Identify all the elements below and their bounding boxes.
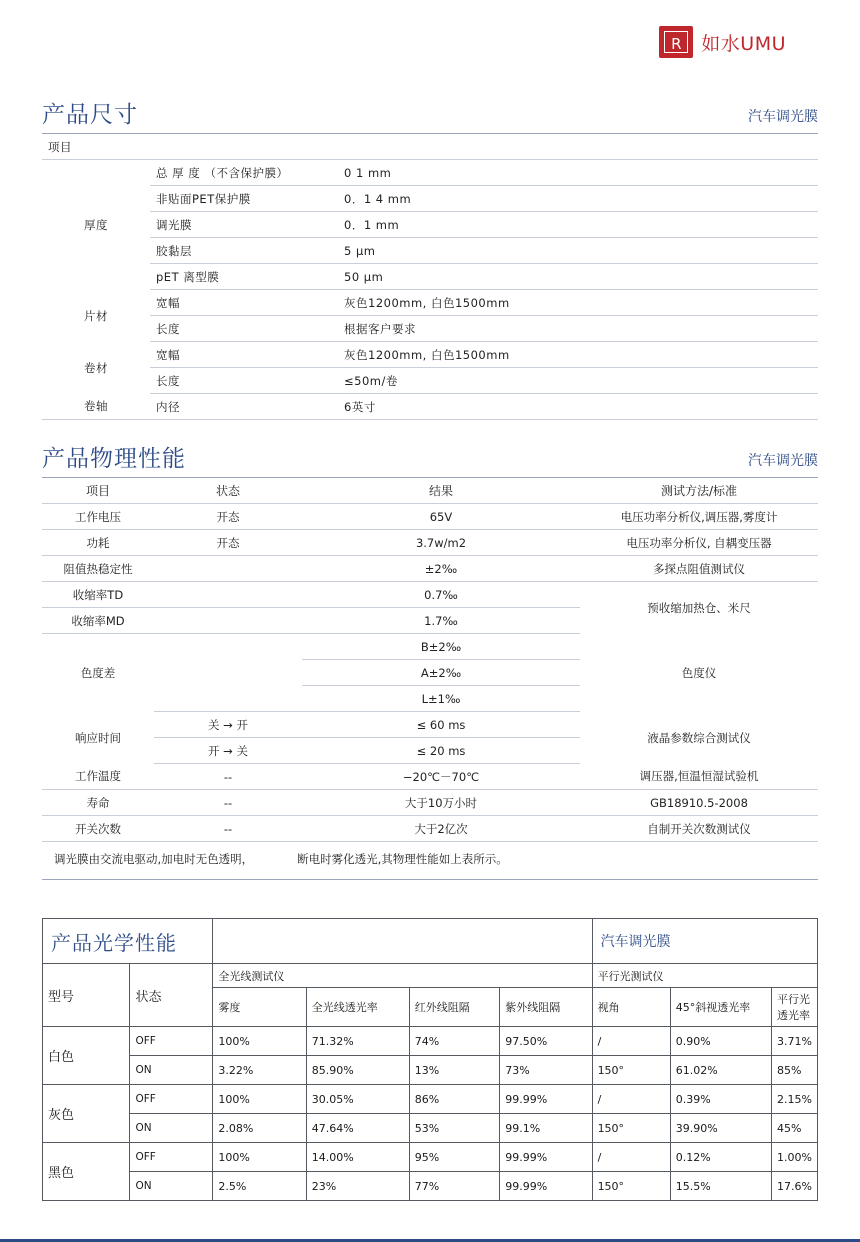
size-group-label: 厚度 xyxy=(84,217,108,232)
size-item: 长度 xyxy=(150,368,338,394)
phys-result: ≤ 20 ms xyxy=(302,738,580,764)
optical-state: OFF xyxy=(130,1027,213,1056)
physical-section-header xyxy=(42,440,818,478)
optical-state: ON xyxy=(130,1056,213,1085)
col-header-ir-block: 红外线阻隔 xyxy=(409,988,499,1027)
table-row xyxy=(42,290,818,316)
phys-result: B±2‰ xyxy=(302,634,580,660)
optical-model: 白色 xyxy=(43,1027,130,1085)
optical-value: 0.90% xyxy=(670,1027,771,1056)
optical-value: 17.6% xyxy=(772,1172,818,1201)
table-row xyxy=(42,134,818,160)
optical-value: 97.50% xyxy=(500,1027,592,1056)
brand-logo xyxy=(659,26,786,58)
optical-value: 86% xyxy=(409,1085,499,1114)
size-value: 0．1 mm xyxy=(338,212,818,238)
phys-method: GB18910.5-2008 xyxy=(580,790,818,816)
phys-result: A±2‰ xyxy=(302,660,580,686)
phys-item: 工作温度 xyxy=(42,764,154,790)
phys-result: 0.7‰ xyxy=(302,582,580,608)
col-header-item: 项目 xyxy=(42,478,154,504)
section-optical-properties xyxy=(42,918,818,1201)
size-item: 总 厚 度 （不含保护膜） xyxy=(150,160,338,186)
optical-model: 灰色 xyxy=(43,1085,130,1143)
col-header-result: 结果 xyxy=(302,478,580,504)
optical-section-title: 产品光学性能 xyxy=(43,919,213,964)
optical-value: 2.08% xyxy=(213,1114,306,1143)
table-header-row xyxy=(43,964,818,988)
size-item: pET 离型膜 xyxy=(150,264,338,290)
col-header-state: 状态 xyxy=(154,478,302,504)
size-value: 0 1 mm xyxy=(338,160,818,186)
optical-value: 47.64% xyxy=(306,1114,409,1143)
section-divider xyxy=(42,879,818,880)
phys-state: 开态 xyxy=(154,530,302,556)
size-item: 内径 xyxy=(150,394,338,420)
optical-value: 150° xyxy=(592,1114,670,1143)
col-header-uv-block: 紫外线阻隔 xyxy=(500,988,592,1027)
optical-state: OFF xyxy=(130,1143,213,1172)
phys-method: 液晶参数综合测试仪 xyxy=(647,730,751,745)
optical-value: 61.02% xyxy=(670,1056,771,1085)
size-value: 50 μm xyxy=(338,264,818,290)
size-value: 灰色1200mm, 白色1500mm xyxy=(338,290,818,316)
size-item: 非贴面PET保护膜 xyxy=(150,186,338,212)
optical-value: 3.71% xyxy=(772,1027,818,1056)
physical-note xyxy=(42,851,818,867)
optical-value: 77% xyxy=(409,1172,499,1201)
optical-value: 2.15% xyxy=(772,1085,818,1114)
size-item: 宽幅 xyxy=(150,290,338,316)
table-row xyxy=(42,368,818,394)
size-value: 灰色1200mm, 白色1500mm xyxy=(338,342,818,368)
phys-result: −20℃－70℃ xyxy=(302,764,580,790)
optical-value: 2.5% xyxy=(213,1172,306,1201)
table-row xyxy=(42,394,818,420)
col-header-viewing-angle: 视角 xyxy=(592,988,670,1027)
table-row xyxy=(42,634,818,660)
optical-value: 100% xyxy=(213,1143,306,1172)
physical-note-right: 断电时雾化透光,其物理性能如上表所示。 xyxy=(297,852,508,866)
col-header-method: 测试方法/标准 xyxy=(580,478,818,504)
size-value: 6英寸 xyxy=(338,394,818,420)
table-header-row xyxy=(42,478,818,504)
optical-value: 99.99% xyxy=(500,1143,592,1172)
size-section-subtitle: 汽车调光膜 xyxy=(748,109,818,125)
optical-value: 45% xyxy=(772,1114,818,1143)
optical-value: 0.39% xyxy=(670,1085,771,1114)
optical-value: 14.00% xyxy=(306,1143,409,1172)
optical-value: 150° xyxy=(592,1056,670,1085)
col-group-parallel-light: 平行光测试仪 xyxy=(592,964,817,988)
phys-state xyxy=(154,582,302,608)
phys-item: 工作电压 xyxy=(42,504,154,530)
table-row xyxy=(43,1027,818,1056)
optical-value: 85.90% xyxy=(306,1056,409,1085)
phys-item: 阻值热稳定性 xyxy=(42,556,154,582)
table-row xyxy=(42,186,818,212)
table-row xyxy=(43,1172,818,1201)
size-group-label: 卷材 xyxy=(84,360,108,375)
phys-item: 响应时间 xyxy=(75,730,121,745)
phys-item: 开关次数 xyxy=(42,816,154,842)
size-value: 5 μm xyxy=(338,238,818,264)
size-value: 根据客户要求 xyxy=(338,316,818,342)
brand-name: 如水UMU xyxy=(701,32,786,55)
phys-state: -- xyxy=(154,816,302,842)
col-group-full-light: 全光线测试仪 xyxy=(213,964,592,988)
optical-value: 99.1% xyxy=(500,1114,592,1143)
phys-method: 电压功率分析仪, 自耦变压器 xyxy=(580,530,818,556)
size-table xyxy=(42,134,818,420)
size-value: ≤50m/卷 xyxy=(338,368,818,394)
phys-method: 预收缩加热仓、米尺 xyxy=(647,600,751,615)
size-item: 胶黏层 xyxy=(150,238,338,264)
optical-value: 53% xyxy=(409,1114,499,1143)
col-header-45deg-transmittance: 45°斜视透光率 xyxy=(670,988,771,1027)
phys-state: -- xyxy=(154,790,302,816)
col-header-state: 状态 xyxy=(130,964,213,1027)
optical-value: 100% xyxy=(213,1027,306,1056)
phys-state: -- xyxy=(154,764,302,790)
optical-state: ON xyxy=(130,1172,213,1201)
size-item: 长度 xyxy=(150,316,338,342)
phys-result: ±2‰ xyxy=(302,556,580,582)
phys-method: 色度仪 xyxy=(681,665,717,680)
table-row xyxy=(42,712,818,738)
col-header-parallel-transmittance: 平行光透光率 xyxy=(772,988,818,1027)
phys-state xyxy=(154,686,302,712)
table-row xyxy=(42,212,818,238)
col-header-model: 型号 xyxy=(43,964,130,1027)
col-header-haze: 雾度 xyxy=(213,988,306,1027)
phys-state: 关 → 开 xyxy=(154,712,302,738)
section-physical-properties xyxy=(42,440,818,880)
phys-result: 大于2亿次 xyxy=(302,816,580,842)
phys-result: ≤ 60 ms xyxy=(302,712,580,738)
physical-note-left: 调光膜由交流电驱动,加电时无色透明， xyxy=(54,852,254,866)
optical-value: 3.22% xyxy=(213,1056,306,1085)
optical-value: 99.99% xyxy=(500,1172,592,1201)
optical-state: OFF xyxy=(130,1085,213,1114)
optical-value: 13% xyxy=(409,1056,499,1085)
phys-method: 调压器,恒温恒湿试验机 xyxy=(580,764,818,790)
size-value: 0．1 4 mm xyxy=(338,186,818,212)
table-row xyxy=(42,816,818,842)
optical-value: 99.99% xyxy=(500,1085,592,1114)
phys-item: 色度差 xyxy=(80,665,116,680)
table-row xyxy=(43,1085,818,1114)
optical-value: / xyxy=(592,1027,670,1056)
col-header-total-transmittance: 全光线透光率 xyxy=(306,988,409,1027)
physical-section-title: 产品物理性能 xyxy=(42,446,186,472)
optical-value: 39.90% xyxy=(670,1114,771,1143)
table-row xyxy=(43,1056,818,1085)
optical-value: 23% xyxy=(306,1172,409,1201)
phys-item: 收缩率MD xyxy=(42,608,154,634)
optical-value: / xyxy=(592,1085,670,1114)
optical-value: 15.5% xyxy=(670,1172,771,1201)
phys-result: 大于10万小时 xyxy=(302,790,580,816)
phys-method: 多探点阻值测试仪 xyxy=(580,556,818,582)
phys-result: 1.7‰ xyxy=(302,608,580,634)
size-group-label: 卷轴 xyxy=(42,394,150,420)
table-row xyxy=(42,504,818,530)
umu-logo-icon: R xyxy=(659,26,693,58)
optical-model: 黑色 xyxy=(43,1143,130,1201)
section-product-size xyxy=(42,96,818,420)
table-row xyxy=(42,764,818,790)
optical-value: 85% xyxy=(772,1056,818,1085)
phys-state xyxy=(154,608,302,634)
phys-item: 功耗 xyxy=(42,530,154,556)
optical-value: 74% xyxy=(409,1027,499,1056)
phys-method: 自制开关次数测试仪 xyxy=(580,816,818,842)
optical-value: 150° xyxy=(592,1172,670,1201)
optical-value: 30.05% xyxy=(306,1085,409,1114)
size-item: 宽幅 xyxy=(150,342,338,368)
optical-table xyxy=(42,918,818,1201)
phys-item: 寿命 xyxy=(42,790,154,816)
phys-state xyxy=(154,556,302,582)
size-group-label: 片材 xyxy=(84,308,108,323)
phys-result: L±1‰ xyxy=(302,686,580,712)
optical-value: 71.32% xyxy=(306,1027,409,1056)
phys-state xyxy=(154,660,302,686)
optical-value: / xyxy=(592,1143,670,1172)
table-row xyxy=(42,264,818,290)
table-row xyxy=(42,582,818,608)
phys-state xyxy=(154,634,302,660)
table-row xyxy=(42,530,818,556)
optical-value: 73% xyxy=(500,1056,592,1085)
optical-value: 1.00% xyxy=(772,1143,818,1172)
optical-state: ON xyxy=(130,1114,213,1143)
phys-state: 开 → 关 xyxy=(154,738,302,764)
physical-table xyxy=(42,478,818,842)
phys-method: 电压功率分析仪,调压器,雾度计 xyxy=(580,504,818,530)
size-section-header xyxy=(42,96,818,134)
size-section-title: 产品尺寸 xyxy=(42,102,138,128)
optical-value: 100% xyxy=(213,1085,306,1114)
optical-title-row xyxy=(43,919,818,964)
table-row xyxy=(42,238,818,264)
table-row xyxy=(42,342,818,368)
phys-item: 收缩率TD xyxy=(42,582,154,608)
table-row xyxy=(42,160,818,186)
table-row xyxy=(43,1114,818,1143)
table-row xyxy=(42,316,818,342)
phys-result: 3.7w/m2 xyxy=(302,530,580,556)
size-item: 调光膜 xyxy=(150,212,338,238)
table-row xyxy=(42,556,818,582)
size-header-label: 项目 xyxy=(42,134,150,160)
optical-value: 0.12% xyxy=(670,1143,771,1172)
physical-section-subtitle: 汽车调光膜 xyxy=(748,453,818,469)
optical-section-subtitle: 汽车调光膜 xyxy=(592,919,817,964)
table-row xyxy=(43,1143,818,1172)
table-row xyxy=(42,790,818,816)
phys-state: 开态 xyxy=(154,504,302,530)
phys-result: 65V xyxy=(302,504,580,530)
optical-value: 95% xyxy=(409,1143,499,1172)
